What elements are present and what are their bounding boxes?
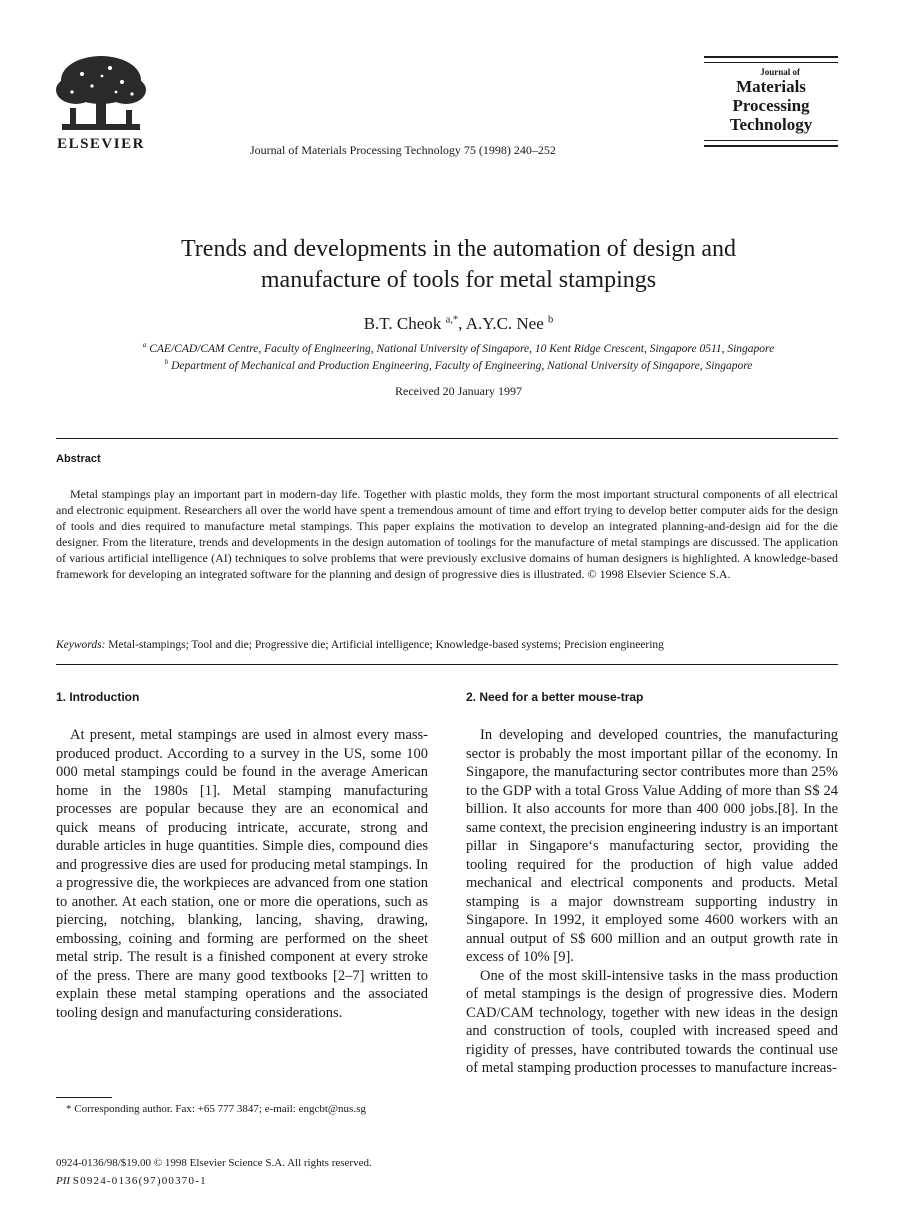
- need-section-body: [466, 726, 838, 1078]
- author-list: [40, 314, 877, 334]
- need-paragraph-1: In developing and developed countries, the manufacturing sector is probably the most important pillar of the economy. In Singapore, the manufacturing sector contributes more than 25% to the GDP with a total Gross Value Adding of more than S$ 24 billion. It also accounts for more than 400 000 jobs.[8]. In the same context, the precision engineering industry is an important pillar in Singapore‘s manufacturing sector, providing the tooling required for the production of high value added mechanical and electrical components and products. Metal stamping is a major downstream supporting industry in Singapore. In 1992, it employed some 4600 workers with an annual output of S$ 600 million and an output growth rate in excess of 10% [9].: [466, 727, 838, 965]
- author-cheok: B.T. Cheok: [363, 314, 442, 333]
- affiliation-b: [30, 360, 887, 372]
- author-nee: A.Y.C. Nee: [465, 314, 544, 333]
- introduction-body: [56, 726, 428, 1022]
- abstract-bottom-rule: [56, 664, 838, 665]
- journal-of-label: Journal of: [760, 67, 800, 77]
- section-heading-introduction: 1. Introduction: [56, 690, 140, 704]
- keywords-label: Keywords:: [56, 639, 106, 651]
- journal-name-line-3: Technology: [729, 115, 813, 134]
- footnote-rule: [56, 1097, 112, 1098]
- author-nee-affiliation-marker: b: [548, 314, 554, 326]
- affiliation-a-marker: a: [142, 341, 147, 350]
- article-title: [40, 234, 877, 296]
- author-cheok-affiliation-marker: a,*: [445, 314, 459, 326]
- pii-value: S0924-0136(97)00370-1: [72, 1175, 207, 1187]
- title-line-1: Trends and developments in the automation of design and: [180, 236, 737, 262]
- journal-masthead: [704, 56, 838, 147]
- need-paragraph-2: One of the most skill-intensive tasks in the mass production of metal stampings is the design of progressive dies. Modern CAD/CAM technology, together with new ideas in the design and construction of tools, coupled with increased speed and rigidity of presses, have contributed towards the continual use of metal stamping production processes to manufacture increas-: [466, 967, 838, 1076]
- journal-citation: Journal of Materials Processing Technology 75 (1998) 240–252: [250, 143, 556, 157]
- journal-name-line-2: Processing: [732, 96, 810, 115]
- masthead-rule-bottom: [704, 140, 838, 147]
- keywords: [56, 639, 838, 651]
- abstract-top-rule: [56, 438, 838, 439]
- keywords-list: Metal-stampings; Tool and die; Progressive die; Artificial intelligence; Knowledge-based systems; Precision engineering: [108, 639, 664, 651]
- abstract-text: Metal stampings play an important part in modern-day life. Together with plastic molds, they form the most important structural components of all electrical and electronic equipment. Researchers all over the world have spent a tremendous amount of time and effort trying to develop better computer aids for the design of tools and dies required to manufacture metal stampings. This paper explains the motivation to develop an integrated planning-and-design aid for the die designer. From the literature, trends and developments in the design automation of toolings for the manufacture of metal stampings are discussed. The application of various artificial intelligence (AI) techniques to solve problems that were previously exclusive domains of human designers is highlighted. A knowledge-based framework for developing an integrated software for the planning and design of progressive dies is illustrated. © 1998 Elsevier Science S.A.: [56, 487, 838, 581]
- affiliation-a-text: CAE/CAD/CAM Centre, Faculty of Engineering, National University of Singapore, 10 Kent Ridge Crescent, Singapore 0511, Singapore: [149, 343, 775, 355]
- affiliation-b-marker: b: [164, 358, 169, 367]
- author-separator: ,: [458, 314, 466, 333]
- pii-label: PII: [56, 1175, 71, 1187]
- publisher-name: ELSEVIER: [57, 136, 145, 152]
- affiliation-a: [30, 343, 887, 355]
- abstract-heading: Abstract: [56, 453, 101, 465]
- title-line-2: manufacture of tools for metal stampings: [260, 267, 657, 293]
- received-date: Received 20 January 1997: [395, 384, 522, 398]
- copyright-line: 0924-0136/98/$19.00 © 1998 Elsevier Science S.A. All rights reserved.: [56, 1157, 372, 1169]
- corresponding-author-footnote: * Corresponding author. Fax: +65 777 3847; e-mail: engcbt@nus.sg: [66, 1103, 366, 1115]
- masthead-rule-top: [704, 56, 838, 63]
- pii-line: [56, 1175, 207, 1187]
- introduction-paragraph-1: At present, metal stampings are used in almost every mass-produced product. According to a survey in the US, some 100 000 metal stampings could be found in the average American home in the 1980s [1]. Metal stamping manufacturing processes are popular because they are an economical and quick means of producing intricate, accurate, strong and durable articles in huge quantities. Simple dies, compound dies and progressive dies are used for producing metal stampings. In a progressive die, the workpieces are advanced from one station to another. At each station, one or more die operations, such as piercing, notching, blanking, lancing, shaving, drawing, embossing, coining and forming are performed on the sheet metal strip. The result is a finished component at every stroke of the press. There are many good textbooks [2–7] written to explain these metal stamping operations and the associated tooling design and manufacturing considerations.: [56, 727, 428, 1021]
- affiliation-b-text: Department of Mechanical and Production Engineering, Faculty of Engineering, National University of Singapore, Singapore: [171, 360, 753, 372]
- journal-name-line-1: Materials: [736, 77, 806, 96]
- section-heading-need: 2. Need for a better mouse-trap: [466, 690, 644, 704]
